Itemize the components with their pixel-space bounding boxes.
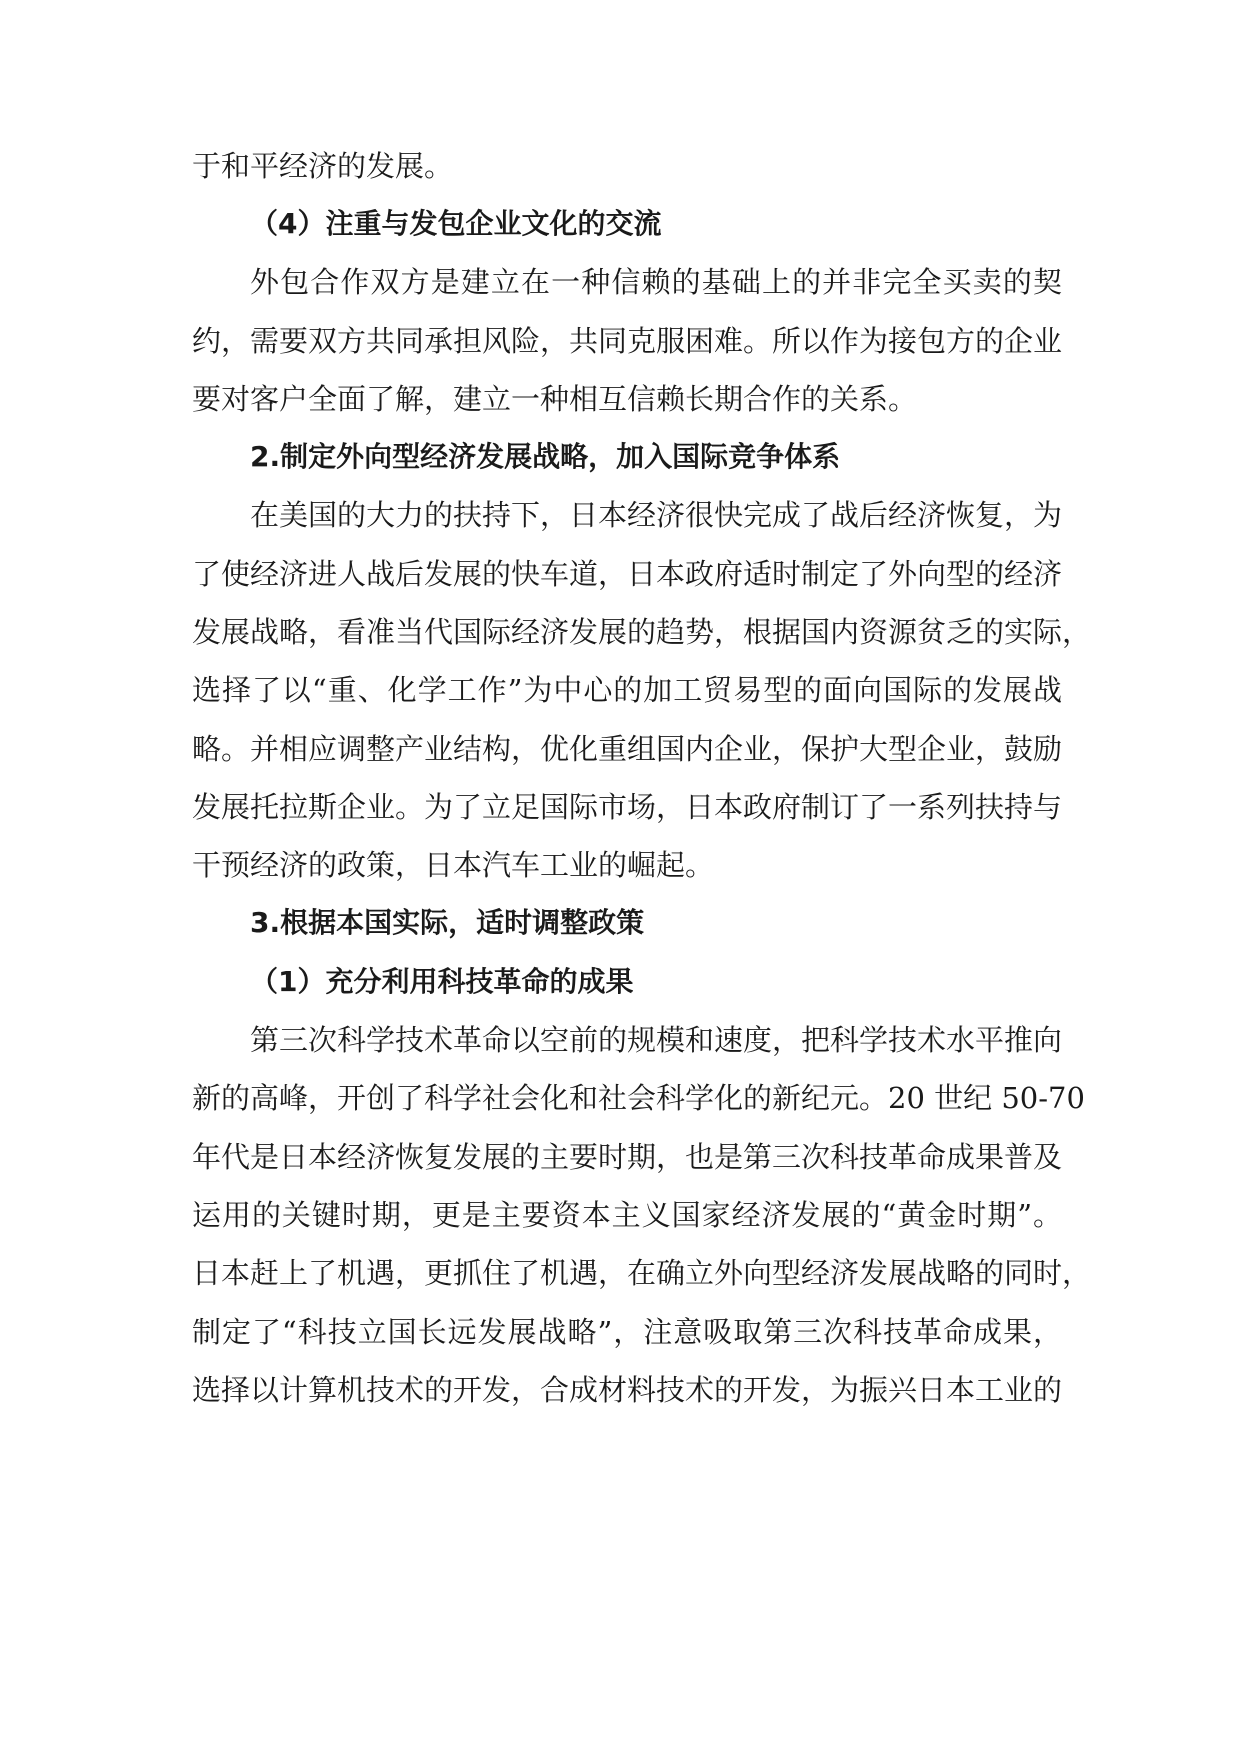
subsection-heading: （1）充分利用科技革命的成果 <box>250 965 634 998</box>
paragraph-line: 略。并相应调整产业结构，优化重组国内企业，保护大型企业，鼓励 <box>192 732 1063 766</box>
paragraph-line: 于和平经济的发展。 <box>192 149 454 183</box>
section-heading: （4）注重与发包企业文化的交流 <box>250 207 662 240</box>
paragraph-line: 要对客户全面了解，建立一种相互信赖长期合作的关系。 <box>192 382 918 416</box>
paragraph-line: 选择了以“重、化学工作”为中心的加工贸易型的面向国际的发展战 <box>192 673 1062 707</box>
paragraph-line: 发展战略，看准当代国际经济发展的趋势，根据国内资源贫乏的实际， <box>192 615 1092 649</box>
paragraph-line: 运用的关键时期，更是主要资本主义国家经济发展的“黄金时期”。 <box>192 1198 1062 1232</box>
paragraph-line: 新的高峰，开创了科学社会化和社会科学化的新纪元。20 世纪 50-70 <box>192 1081 1085 1115</box>
paragraph-line: 约，需要双方共同承担风险，共同克服困难。所以作为接包方的企业 <box>192 324 1063 358</box>
paragraph-line: 干预经济的政策，日本汽车工业的崛起。 <box>192 848 715 882</box>
paragraph-line: 第三次科学技术革命以空前的规模和速度，把科学技术水平推向 <box>250 1023 1063 1057</box>
paragraph-line: 日本赶上了机遇，更抓住了机遇，在确立外向型经济发展战略的同时， <box>192 1256 1092 1290</box>
section-heading: 3.根据本国实际，适时调整政策 <box>250 906 645 939</box>
paragraph-line: 年代是日本经济恢复发展的主要时期，也是第三次科技革命成果普及 <box>192 1140 1063 1174</box>
paragraph-line: 外包合作双方是建立在一种信赖的基础上的并非完全买卖的契 <box>250 265 1062 299</box>
paragraph-line: 制定了“科技立国长远发展战略”，注意吸取第三次科技革命成果， <box>192 1315 1062 1349</box>
paragraph-line: 了使经济进人战后发展的快车道，日本政府适时制定了外向型的经济 <box>192 557 1063 591</box>
paragraph-line: 选择以计算机技术的开发，合成材料技术的开发，为振兴日本工业的 <box>192 1373 1063 1407</box>
paragraph-line: 发展托拉斯企业。为了立足国际市场，日本政府制订了一系列扶持与 <box>192 790 1063 824</box>
section-heading: 2.制定外向型经济发展战略，加入国际竞争体系 <box>250 440 841 473</box>
paragraph-line: 在美国的大力的扶持下，日本经济很快完成了战后经济恢复，为 <box>250 498 1063 532</box>
